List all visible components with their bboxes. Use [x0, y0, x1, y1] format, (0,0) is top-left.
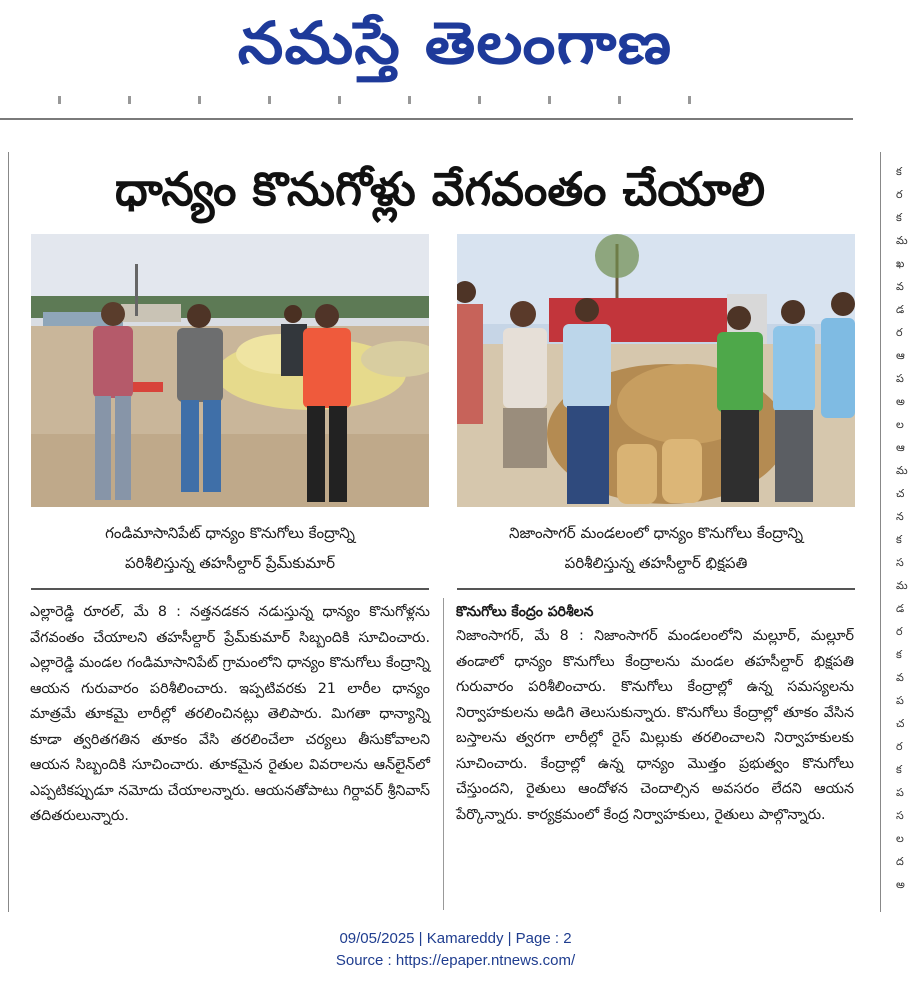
caption-line: నిజాంసాగర్ మండలంలో ధాన్యం కొనుగోలు కేంద్రాన్ని [508, 524, 804, 542]
photo-caption-right [451, 518, 861, 582]
caption-divider [457, 588, 855, 590]
article-paragraph: నిజాంసాగర్, మే 8 : నిజాంసాగర్ మండలంలోని మల్లూర్, మల్లూర్ తండాలో ధాన్యం కొనుగోలు కేంద్రాలను మండల తహసీల్దార్ భిక్షపతి గురువారం పరిశీలించారు. కొనుగోలు కేంద్రాల్లో ఉన్న సమస్యలను నిర్వాహకులను అడిగి తెలుసుకున్నారు. కొనుగోలు కేంద్రాల్లో తూకం వేసిన బస్తాలను త్వరగా లారీల్లో రైస్ మిల్లుకు తరలించాలని నిర్వాహకులకు సూచించారు. కేంద్రాల్లో ఉన్న ధాన్యం మొత్తం ప్రభుత్వం కొనుగోలు చేస్తుందని, రైతులు ఆందోళన చెందాల్సిన అవసరం లేదని ఆయన పేర్కొన్నారు. కార్యక్రమంలో కేంద్ర నిర్వాహకులు, రైతులు పాల్గొన్నారు. [456, 628, 854, 823]
photo-caption-left [25, 518, 435, 582]
caption-divider [31, 588, 429, 590]
photo-tahsildar-bhikshapathi [457, 234, 855, 507]
top-divider [0, 118, 853, 120]
masthead [0, 0, 911, 100]
article-text-left [30, 600, 430, 830]
article-subheading: కొనుగోలు కేంద్రం పరిశీలన [456, 604, 594, 620]
newspaper-logo: నమస్తే తెలంగాణ [237, 9, 673, 77]
photo-tahsildar-premkumar [31, 234, 429, 507]
article-headline: ధాన్యం కొనుగోళ్లు వేగవంతం చేయాలి [114, 162, 766, 216]
source-link[interactable]: Source : https://epaper.ntnews.com/ [335, 952, 576, 969]
caption-line: పరిశీలిస్తున్న తహసీల్దార్ భిక్షపతి [564, 554, 748, 572]
article-paragraph: ఎల్లారెడ్డి రూరల్, మే 8 : నత్తనడకన నడుస్తున్న ధాన్యం కొనుగోళ్లను వేగవంతం చేయాలని తహసీల్దార్ ప్రేమ్‌కుమార్ సిబ్బందికి సూచించారు. ఎల్లారెడ్డి మండల గండిమాసానిపేట్ గ్రామంలోని ధాన్యం కొనుగోలు కేంద్రాన్ని ఆయన గురువారం పరిశీలించారు. ఇప్పటివరకు 21 లారీల ధాన్యం మాత్రమే తూకమై లారీల్లో తరలించినట్లు తెలిపారు. మిగతా ధాన్యాన్ని కూడా త్వరితగతిన తూకం వేసి తరలించేలా చర్యలు తీసుకోవాలని ఆయన సిబ్బందికి సూచించారు. తూకమైన రైతుల వివరాలను ఆన్‌లైన్‌లో ఎప్పటికప్పుడూ నమోదు చేయాలన్నారు. ఆయనతోపాటు గిర్దావర్ శ్రీనివాస్ తదితరులున్నారు. [30, 604, 430, 824]
page-footer [0, 928, 911, 972]
left-column-rule [8, 152, 9, 912]
middle-column-rule [443, 598, 444, 910]
article-text-right [456, 600, 854, 828]
adjacent-article-edge: క ర క మ ఖ వ డ ర ఆ ప అ ల ఆ మ చ న క స మ డ ర క వ ప చ ర క ప స ల ద అ [896, 165, 908, 891]
right-column-rule [880, 152, 881, 912]
masthead-strip [30, 96, 750, 104]
edition-info: 09/05/2025 | Kamareddy | Page : 2 [339, 930, 572, 947]
caption-line: పరిశీలిస్తున్న తహసీల్దార్ ప్రేమ్‌కుమార్ [124, 554, 335, 572]
caption-line: గండిమాసానిపేట్ ధాన్యం కొనుగోలు కేంద్రాన్ని [105, 524, 355, 542]
